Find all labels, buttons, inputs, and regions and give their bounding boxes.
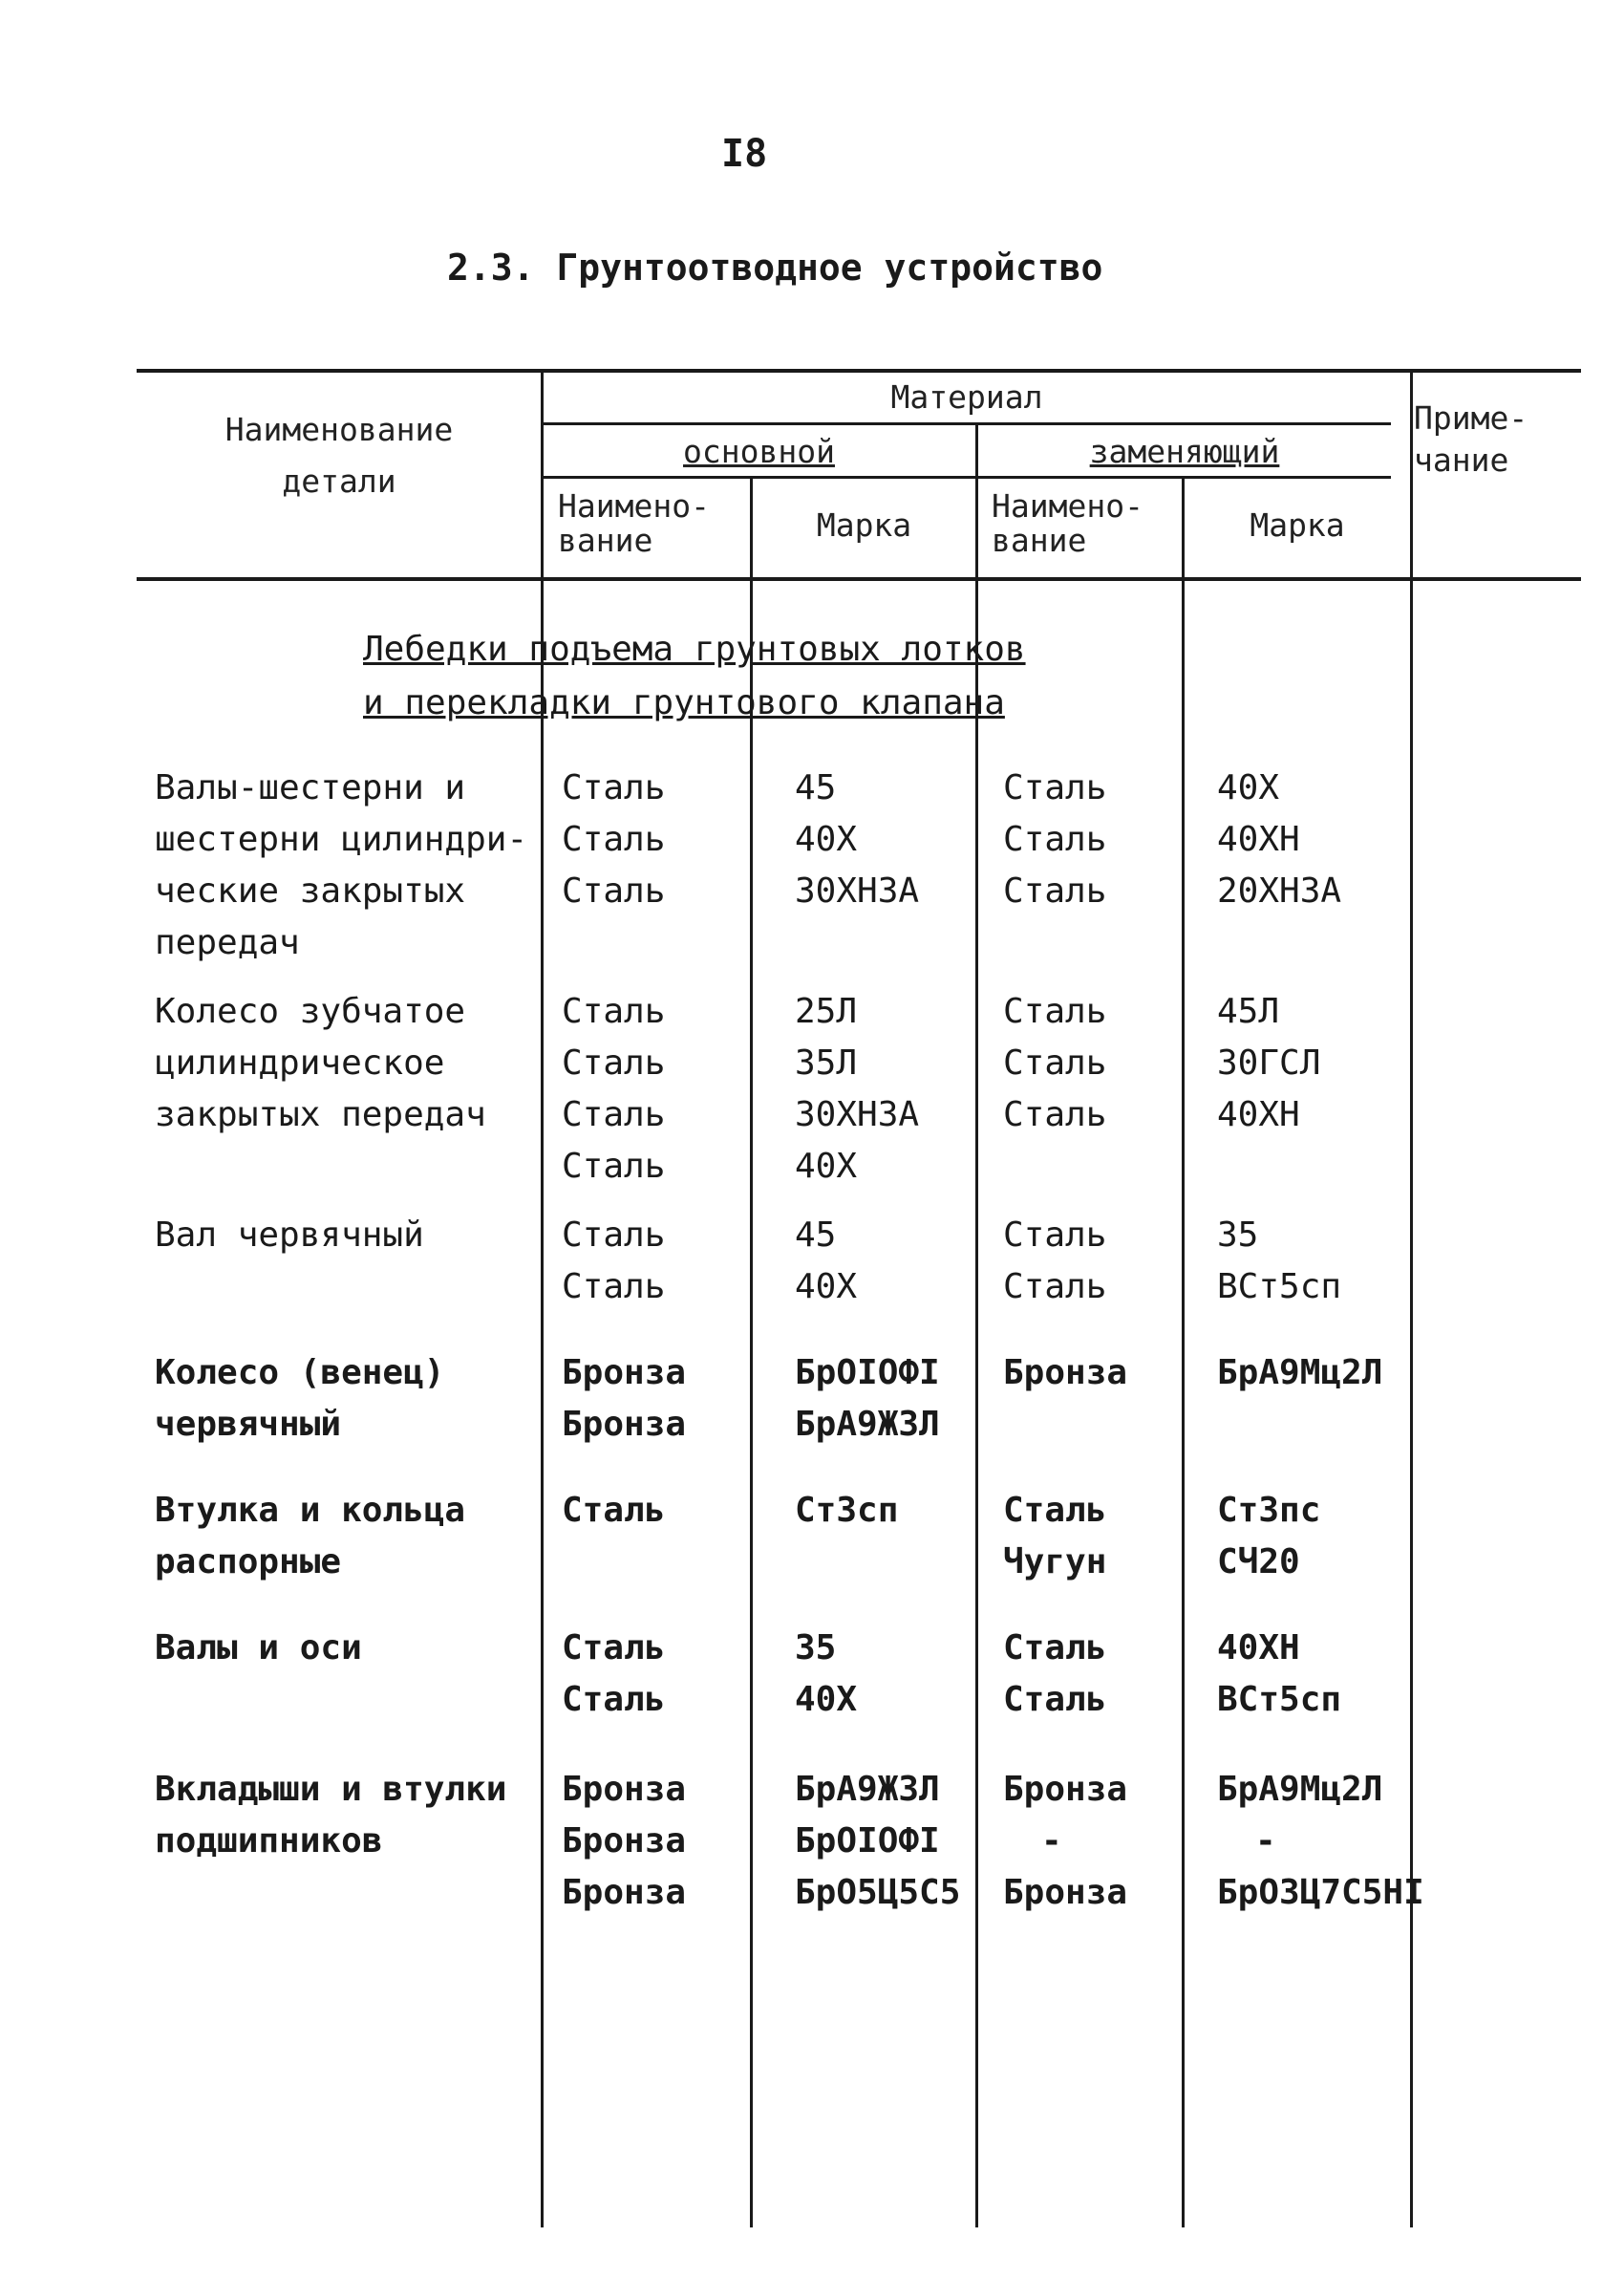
row-5-sub-grade: Ст3пс СЧ20 [1217,1491,1321,1581]
row-6-part: Валы и оси [155,1628,362,1667]
basic-substitute-rule [543,476,1391,479]
row-5-basic-grade: Ст3сп [795,1491,899,1530]
page-number: I8 [721,132,768,176]
row-4-part: Колесо (венец) червячный [155,1353,445,1444]
header-bottom-rule [137,577,1581,581]
row-3-sub-name: Сталь Сталь [1003,1215,1107,1306]
header-note: Приме- чание [1414,399,1528,479]
row-7-basic-grade: БрА9Ж3Л БрОIОФI БрО5Ц5С5 [795,1770,961,1912]
row-7-basic-name: Бронза Бронза Бронза [562,1770,687,1912]
row-1-sub-name: Сталь Сталь Сталь [1003,768,1107,911]
row-6-sub-grade: 40ХН ВСт5сп [1217,1628,1342,1719]
row-1-sub-grade: 40Х 40ХН 20ХН3А [1217,768,1342,911]
header-part-name: Наименование детали [224,411,454,500]
header-basic-name: Наимено- вание [558,487,710,559]
row-2-basic-name: Сталь Сталь Сталь Сталь [562,992,666,1186]
row-5-sub-name: Сталь Чугун [1003,1491,1107,1581]
row-5-basic-name: Сталь [562,1491,666,1530]
row-4-basic-name: Бронза Бронза [562,1353,687,1444]
material-rule [543,422,1391,425]
header-substitute: заменяющий [1089,433,1280,470]
table-top-rule [137,369,1581,373]
header-sub-name: Наимено- вание [992,487,1143,559]
row-7-part: Вкладыши и втулки подшипников [155,1770,507,1861]
row-6-basic-name: Сталь Сталь [562,1628,666,1719]
row-1-basic-grade: 45 40Х 30ХН3А [795,768,920,911]
section-title: 2.3. Грунтоотводное устройство [447,247,1103,289]
col-line-4 [1182,476,1185,2227]
row-6-sub-name: Сталь Сталь [1003,1628,1107,1719]
row-3-basic-grade: 45 40Х [795,1215,858,1306]
row-3-sub-grade: 35 ВСт5сп [1217,1215,1342,1306]
row-3-basic-name: Сталь Сталь [562,1215,666,1306]
row-6-basic-grade: 35 40Х [795,1628,858,1719]
row-1-basic-name: Сталь Сталь Сталь [562,768,666,911]
header-material: Материал [890,378,1043,416]
col-line-5 [1410,369,1413,2227]
row-2-sub-grade: 45Л 30ГСЛ 40ХН [1217,992,1321,1134]
row-7-sub-grade: БрА9Мц2Л - БрО3Ц7С5НI [1217,1770,1424,1912]
row-3-part: Вал червячный [155,1215,424,1255]
header-basic: основной [683,433,835,470]
row-7-sub-name: Бронза - Бронза [1003,1770,1128,1912]
row-2-sub-name: Сталь Сталь Сталь [1003,992,1107,1134]
row-1-part: Валы-шестерни и шестерни цилиндри- ческие закрытых передач [155,768,528,962]
col-line-2 [750,476,753,2227]
row-2-basic-grade: 25Л 35Л 30ХН3А 40Х [795,992,920,1186]
group-title: Лебедки подъема грунтовых лотков и перекладки грунтового клапана [363,630,1026,722]
row-4-basic-grade: БрОIОФI БрА9Ж3Л [795,1353,940,1444]
row-2-part: Колесо зубчатое цилиндрическое закрытых передач [155,992,486,1134]
row-5-part: Втулка и кольца распорные [155,1491,466,1581]
row-4-sub-grade: БрА9Мц2Л [1217,1353,1383,1392]
row-4-sub-name: Бронза [1003,1353,1128,1392]
header-basic-grade: Марка [816,506,912,544]
header-sub-grade: Марка [1250,506,1345,544]
